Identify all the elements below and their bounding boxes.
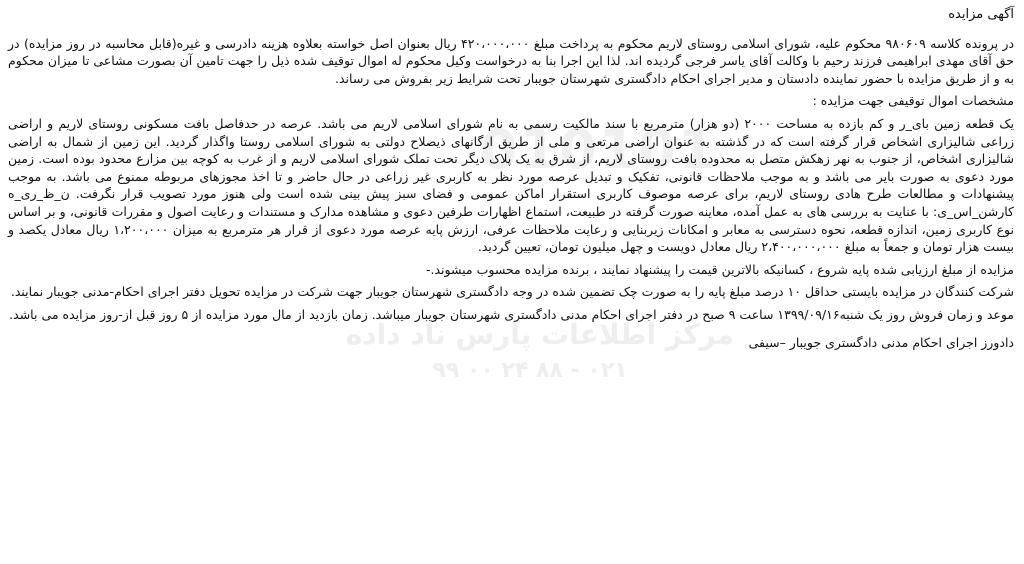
auction-schedule: موعد و زمان فروش روز یک شنبه۱۳۹۹/۰۹/۱۶ ساعت ۹ صبح در دفتر اجرای احکام مدنی دادگستری شهرستان جویبار میباشد. زمان بازدید از مال مورد مزایده از ۵ روز قبل از-روز مزایده می باشد. xyxy=(9,306,1014,322)
section-heading: مشخصات اموال توقیفی جهت مزایده : xyxy=(812,93,1014,109)
intro-paragraph: در پرونده کلاسه ۹۸۰۶۰۹ محکوم علیه، شورای اسلامی روستای لاریم محکوم به پرداخت مبلغ ۴۲۰،۰۰۰،۰۰۰ ریال بعنوان اصل خواسته بعلاوه هزینه دادرسی و غیره(قابل محاسبه در روز مزایده) در حق آقای مهدی ابراهیمی فرزند رحیم با وکالت آقای یاسر فرجی گردیده اند. لذا این اجرا بنا به درخواست وکیل محکوم له اموال توقیف شده ذیل را جهت تامین آن بصورت مشاعی تا میزان محکوم به و از طریق مزایده با حضور نماینده دادستان و مدیر اجرای احکام دادگستری شهرستان جویبار تحت شرایط زیر بفروش می رساند. xyxy=(8,35,1015,86)
property-description: یک قطعه زمین بای_ر و کم بازده به مساحت ۲۰۰۰ (دو هزار) مترمربع با سند مالکیت رسمی به نام شورای اسلامی لاریم می باشد. عرصه در حدفاصل بافت مسکونی روستای لاریم و اراضی زراعی شالیزاری اشخاص قرار گرفته است که در گذشته به عنوان اراضی مرتعی و ملی از طریق ارگانهای ذیصلاح دولتی به شورای اسلامی روستا واگذار گردید. این زمین از شمال به اراضی شالیزاری اشخاص، از جنوب به نهر زهکش متصل به محدوده بافت روستای لاریم، از شرق به یک پلاک دیگر تحت تملک شورای اسلامی لاریم و از غرب به کوچه بین مزارع محدود بوده است. زمین مورد دعوی به صورت بایر می باشد و به موجب ملاحظات قانونی، تفکیک و تبدیل عرصه مورد نظر به کاربری غیر زراعی در حال حاضر و تا اخذ مجوزهای مربوطه ممنوع می باشد. به موجب پیشنهادات و مطالعات طرح هادی روستای لاریم، برای عرصه موصوف کاربری استقرار اماکن عمومی و فضای سبز پیش بینی شده است ولی هنوز مورد تصویب قرار نگرفت. ن_ظ_ری_ه کارشن_اس_ی: با عنایت به بررسی های به عمل آمده، معاینه صورت گرفته در طبیعت، استماع اظهارات طرفین دعوی و مشاهده مدارک و مستندات و رعایت اصول و مقررات قانونی، و بر اساس نوع کاربری زمین، اندازه قطعه، نحوه دسترسی به معابر و امکانات زیربنایی و رعایت ملاحظات عرفی، ارزش پایه عرصه مورد دعوی از قرار هر مترمربع به میزان ۱،۲۰۰،۰۰۰ ریال معادل یکصد و بیست هزار تومان و جمعاً به مبلغ ۲،۴۰۰،۰۰۰،۰۰۰ ریال معادل دویست و چهل میلیون تومان، تعیین گردید. xyxy=(8,115,1014,255)
watermark-phone: ۰۲۱ - ۸۸ ۲۴ ۰۰ ۹۹ xyxy=(432,358,628,383)
notice-title: آگهی مزایده xyxy=(948,7,1014,22)
watermark-text: مرکز اطلاعات پارس ناد داده xyxy=(345,318,735,351)
signature-line: دادورز اجرای احکام مدنی دادگستری جویبار –سیفی xyxy=(748,334,1014,350)
notice-body xyxy=(8,6,1014,356)
watermark-number: 010101 xyxy=(480,118,718,181)
deposit-terms: شرکت کنندگان در مزایده بایستی حداقل ۱۰ درصد مبلغ پایه را به صورت چک تضمین شده در وجه دادگستری شهرستان جویبار جهت شرکت در مزایده تحویل دفتر اجرای احکام-مدنی جویبار نمایند. xyxy=(10,284,1014,300)
auction-terms: مزایده از مبلغ ارزیابی شده پایه شروع ، کسانیکه بالاترین قیمت را پیشنهاد نمایند ، برنده مزایده محسوب میشوند.- xyxy=(426,261,1014,277)
